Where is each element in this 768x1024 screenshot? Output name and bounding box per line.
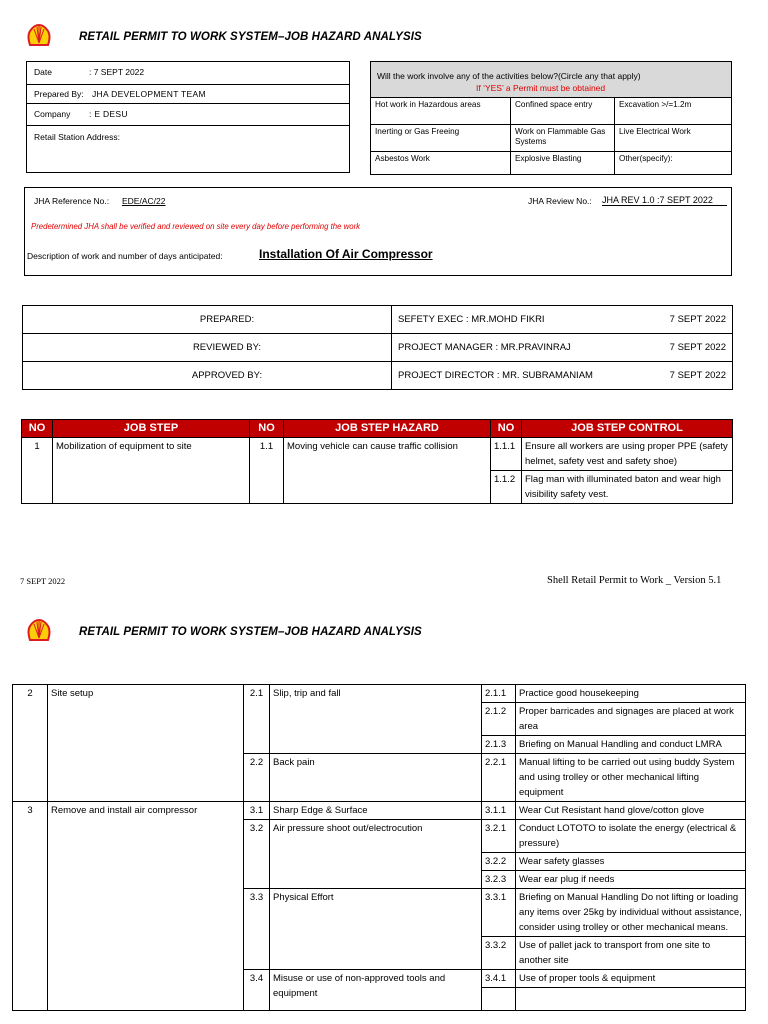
control-text: Conduct LOTOTO to isolate the energy (electrical & pressure) bbox=[516, 820, 746, 853]
activity-cell[interactable]: Other(specify): bbox=[615, 152, 732, 175]
approval-row bbox=[23, 306, 733, 334]
description-label: Description of work and number of days anticipated: bbox=[27, 251, 223, 261]
col-header-no: NO bbox=[250, 420, 284, 438]
control-no: 3.2.1 bbox=[482, 820, 516, 853]
activity-cell[interactable]: Excavation >/=1.2m bbox=[615, 98, 732, 125]
hazard-text: Back pain bbox=[270, 754, 482, 802]
hazard-no: 2.2 bbox=[244, 754, 270, 802]
approval-person: SEFETY EXEC : MR.MOHD FIKRI bbox=[392, 306, 647, 334]
prepared-by-label: Prepared By: bbox=[34, 89, 84, 99]
col-header-control: JOB STEP CONTROL bbox=[522, 420, 733, 438]
control-text: Briefing on Manual Handling Do not lifting or loading any items over 25kg by individual without assistance, consider using trolley or other mechanical means. bbox=[516, 889, 746, 937]
activities-question-box bbox=[370, 61, 732, 98]
table-row bbox=[13, 802, 746, 820]
hazard-no: 3.1 bbox=[244, 802, 270, 820]
control-text: Manual lifting to be carried out using buddy System and using trolley or other mechanical lifting equipment bbox=[516, 754, 746, 802]
step-text: Mobilization of equipment to site bbox=[53, 438, 250, 504]
control-text: Wear safety glasses bbox=[516, 853, 746, 871]
step-text: Site setup bbox=[48, 685, 244, 802]
activity-cell[interactable]: Explosive Blasting bbox=[511, 152, 615, 175]
step-no: 3 bbox=[13, 802, 48, 1011]
control-no: 1.1.1 bbox=[491, 438, 522, 471]
hazard-text: Moving vehicle can cause traffic collision bbox=[284, 438, 491, 504]
approval-role: APPROVED BY: bbox=[23, 362, 392, 390]
date-label: Date bbox=[34, 67, 52, 77]
activity-cell[interactable]: Hot work in Hazardous areas bbox=[371, 98, 511, 125]
control-no: 3.2.3 bbox=[482, 871, 516, 889]
control-no: 2.1.1 bbox=[482, 685, 516, 703]
jha-reference-label: JHA Reference No.: bbox=[34, 196, 110, 206]
table-row bbox=[22, 438, 733, 471]
company-value: : E DESU bbox=[89, 109, 128, 119]
date-value: : 7 SEPT 2022 bbox=[89, 67, 145, 77]
step-no: 1 bbox=[22, 438, 53, 504]
activity-cell[interactable]: Inerting or Gas Freeing bbox=[371, 125, 511, 152]
control-no: 3.3.1 bbox=[482, 889, 516, 937]
activity-cell[interactable]: Asbestos Work bbox=[371, 152, 511, 175]
control-text: Ensure all workers are using proper PPE (safety helmet, safety vest and safety shoe) bbox=[522, 438, 733, 471]
approval-row bbox=[23, 334, 733, 362]
control-no: 3.2.2 bbox=[482, 853, 516, 871]
control-no: 2.1.2 bbox=[482, 703, 516, 736]
jha-review-label: JHA Review No.: bbox=[528, 196, 592, 206]
activity-cell[interactable]: Work on Flammable Gas Systems bbox=[511, 125, 615, 152]
control-text bbox=[516, 988, 746, 1011]
jha-reference-value: EDE/AC/22 bbox=[122, 196, 166, 206]
col-header-job-step: JOB STEP bbox=[53, 420, 250, 438]
hazard-no: 2.1 bbox=[244, 685, 270, 754]
col-header-no: NO bbox=[491, 420, 522, 438]
hazard-no: 1.1 bbox=[250, 438, 284, 504]
page-title: RETAIL PERMIT TO WORK SYSTEM–JOB HAZARD ANALYSIS bbox=[79, 626, 422, 638]
control-no: 2.1.3 bbox=[482, 736, 516, 754]
control-text: Use of pallet jack to transport from one site to another site bbox=[516, 937, 746, 970]
col-header-hazard: JOB STEP HAZARD bbox=[284, 420, 491, 438]
hazard-text: Physical Effort bbox=[270, 889, 482, 970]
control-text: Briefing on Manual Handling and conduct LMRA bbox=[516, 736, 746, 754]
page-title: RETAIL PERMIT TO WORK SYSTEM–JOB HAZARD ANALYSIS bbox=[79, 31, 422, 43]
control-no: 3.3.2 bbox=[482, 937, 516, 970]
permit-note: If ‘YES’ a Permit must be obtained bbox=[476, 83, 606, 93]
control-text: Proper barricades and signages are placed at work area bbox=[516, 703, 746, 736]
control-no: 2.2.1 bbox=[482, 754, 516, 802]
station-address-label: Retail Station Address: bbox=[34, 132, 120, 142]
hazard-text: Sharp Edge & Surface bbox=[270, 802, 482, 820]
approval-date: 7 SEPT 2022 bbox=[646, 362, 733, 390]
footer-date: 7 SEPT 2022 bbox=[20, 576, 66, 586]
hazard-no: 3.4 bbox=[244, 970, 270, 1011]
shell-logo-icon bbox=[26, 619, 52, 641]
approval-role: PREPARED: bbox=[23, 306, 392, 334]
approval-row bbox=[23, 362, 733, 390]
control-no: 1.1.2 bbox=[491, 471, 522, 504]
control-text: Wear ear plug if needs bbox=[516, 871, 746, 889]
approval-date: 7 SEPT 2022 bbox=[646, 306, 733, 334]
control-no: 3.4.1 bbox=[482, 970, 516, 988]
info-box bbox=[26, 61, 350, 173]
hazard-text: Air pressure shoot out/electrocution bbox=[270, 820, 482, 889]
approvals-table bbox=[22, 305, 733, 390]
step-no: 2 bbox=[13, 685, 48, 802]
hazard-text: Misuse or use of non-approved tools and equipment bbox=[270, 970, 482, 1011]
col-header-no: NO bbox=[22, 420, 53, 438]
control-no bbox=[482, 988, 516, 1011]
control-text: Flag man with illuminated baton and wear high visibility safety vest. bbox=[522, 471, 733, 504]
approval-date: 7 SEPT 2022 bbox=[646, 334, 733, 362]
control-text: Practice good housekeeping bbox=[516, 685, 746, 703]
control-text: Use of proper tools & equipment bbox=[516, 970, 746, 988]
predetermined-note: Predetermined JHA shall be verified and reviewed on site every day before performing the work bbox=[31, 222, 361, 231]
jha-review-value: JHA REV 1.0 :7 SEPT 2022 bbox=[602, 195, 727, 206]
description-value: Installation Of Air Compressor bbox=[259, 247, 433, 261]
approval-person: PROJECT DIRECTOR : MR. SUBRAMANIAM bbox=[392, 362, 647, 390]
activities-table bbox=[370, 97, 732, 175]
step-text: Remove and install air compressor bbox=[48, 802, 244, 1011]
company-label: Company bbox=[34, 109, 71, 119]
hazard-text: Slip, trip and fall bbox=[270, 685, 482, 754]
hazard-no: 3.3 bbox=[244, 889, 270, 970]
approval-role: REVIEWED BY: bbox=[23, 334, 392, 362]
jha-table bbox=[21, 419, 733, 504]
table-row bbox=[13, 685, 746, 703]
activity-cell[interactable]: Live Electrical Work bbox=[615, 125, 732, 152]
control-no: 3.1.1 bbox=[482, 802, 516, 820]
shell-logo-icon bbox=[26, 24, 52, 46]
control-text: Wear Cut Resistant hand glove/cotton glove bbox=[516, 802, 746, 820]
footer-version: Shell Retail Permit to Work _ Version 5.1 bbox=[547, 575, 722, 586]
jha-table-continued bbox=[12, 684, 746, 1011]
approval-person: PROJECT MANAGER : MR.PRAVINRAJ bbox=[392, 334, 647, 362]
activity-cell[interactable]: Confined space entry bbox=[511, 98, 615, 125]
activities-question: Will the work involve any of the activities below?(Circle any that apply) bbox=[377, 71, 641, 81]
prepared-by-value: JHA DEVELOPMENT TEAM bbox=[92, 89, 206, 99]
hazard-no: 3.2 bbox=[244, 820, 270, 889]
reference-box bbox=[24, 187, 732, 276]
